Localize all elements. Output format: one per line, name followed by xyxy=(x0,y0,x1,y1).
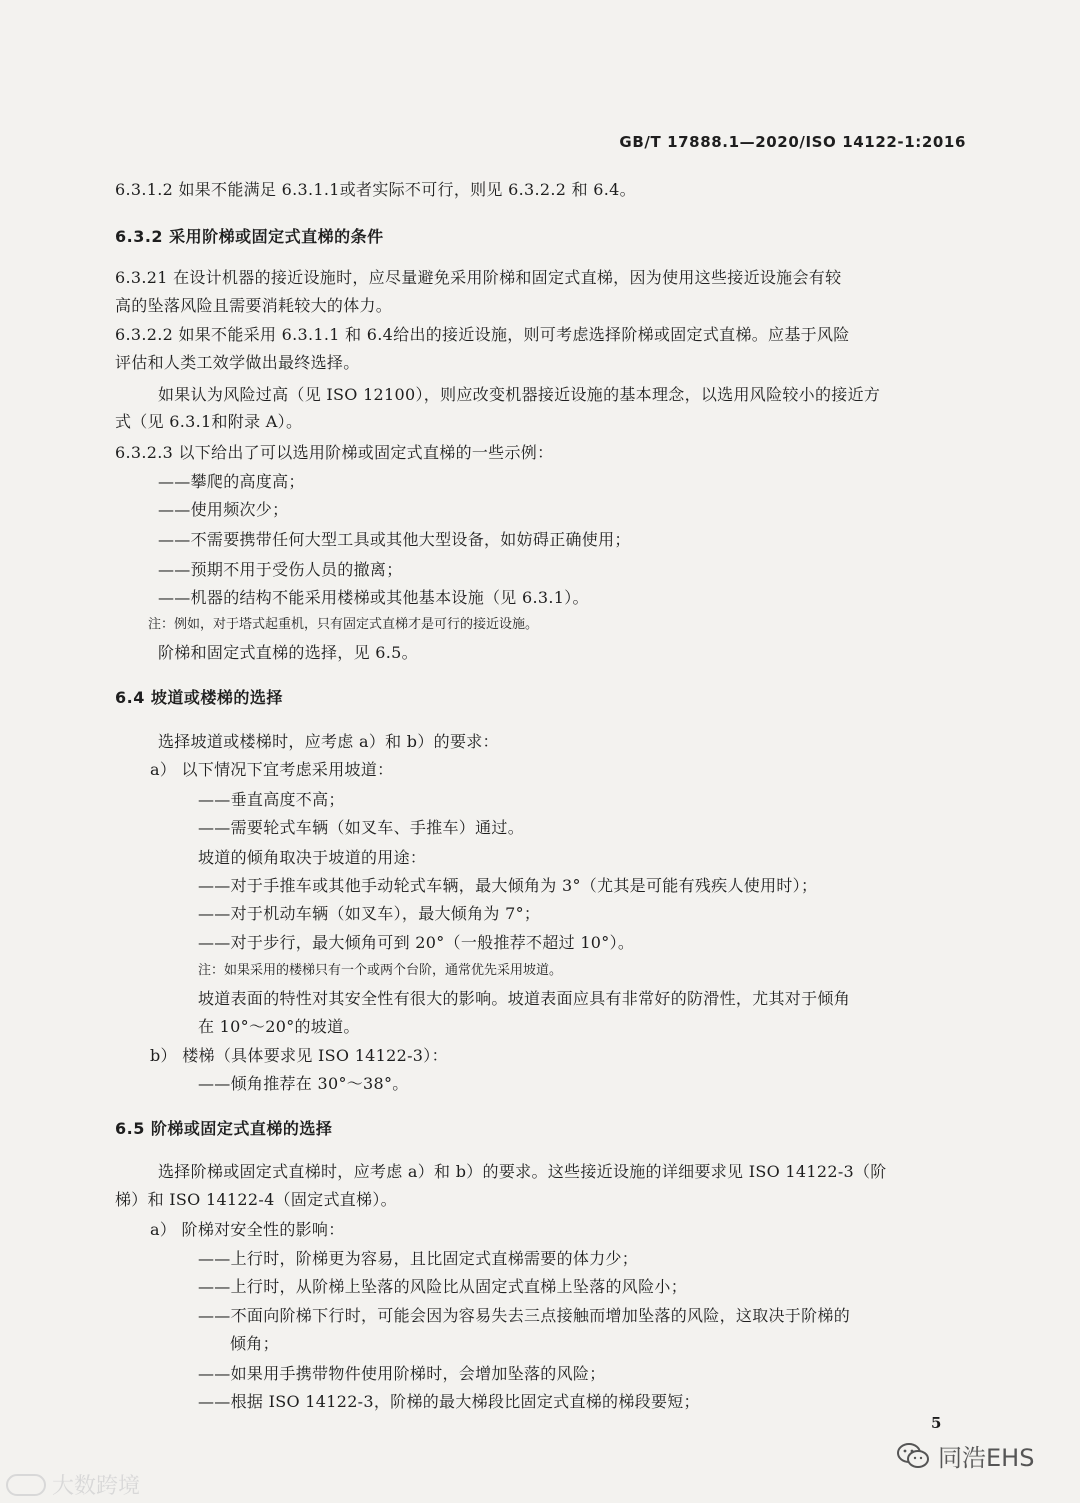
text-line: 选择坡道或楼梯时，应考虑 a）和 b）的要求： xyxy=(158,732,499,751)
watermark-left xyxy=(6,1469,140,1500)
note-line: 注：例如，对于塔式起重机，只有固定式直梯才是可行的接近设施。 xyxy=(148,617,539,632)
text-line: 评估和人类工效学做出最终选择。 xyxy=(115,353,360,372)
text-line: 坡道的倾角取决于坡道的用途： xyxy=(198,848,427,867)
text-line: b） 楼梯（具体要求见 ISO 14122-3）： xyxy=(150,1046,448,1065)
text-line: ——对于手推车或其他手动轮式车辆，最大倾角为 3°（尤其是可能有残疾人使用时）； xyxy=(198,876,818,895)
text-line: ——如果用手携带物件使用阶梯时，会增加坠落的风险； xyxy=(198,1364,606,1383)
page-number: 5 xyxy=(931,1414,942,1432)
section-heading: 6.5 阶梯或固定式直梯的选择 xyxy=(115,1119,333,1138)
text-line: ——对于机动车辆（如叉车），最大倾角为 7°； xyxy=(198,904,541,923)
text-line: ——不需要携带任何大型工具或其他大型设备，如妨碍正确使用； xyxy=(158,530,631,549)
text-line: 高的坠落风险且需要消耗较大的体力。 xyxy=(115,296,393,315)
text-line: ——攀爬的高度高； xyxy=(158,472,305,491)
text-line: 式（见 6.3.1和附录 A）。 xyxy=(115,412,303,431)
watermark-left-text: 大数跨境 xyxy=(52,1474,141,1499)
section-heading: 6.4 坡道或楼梯的选择 xyxy=(115,688,283,707)
note-line: 注：如果采用的楼梯只有一个或两个台阶，通常优先采用坡道。 xyxy=(198,963,563,978)
text-line: ——根据 ISO 14122-3，阶梯的最大梯段比固定式直梯的梯段要短； xyxy=(198,1392,700,1411)
wechat-icon xyxy=(896,1442,930,1470)
section-heading: 6.3.2 采用阶梯或固定式直梯的条件 xyxy=(115,227,384,246)
text-line: ——不面向阶梯下行时，可能会因为容易失去三点接触而增加坠落的风险，这取决于阶梯的 xyxy=(198,1306,851,1325)
text-line: a） 以下情况下宜考虑采用坡道： xyxy=(150,760,394,779)
text-line: 6.3.1.2 如果不能满足 6.3.1.1或者实际不可行，则见 6.3.2.2 和 6.4。 xyxy=(115,180,636,199)
text-line: 6.3.2.2 如果不能采用 6.3.1.1 和 6.4给出的接近设施，则可考虑选择阶梯或固定式直梯。应基于风险 xyxy=(115,325,850,344)
text-line: ——预期不用于受伤人员的撤离； xyxy=(158,560,403,579)
watermark-logo-icon xyxy=(6,1474,46,1496)
text-line: 6.3.21 在设计机器的接近设施时，应尽量避免采用阶梯和固定式直梯，因为使用这些接近设施会有较 xyxy=(115,268,842,287)
text-line: 如果认为风险过高（见 ISO 12100），则应改变机器接近设施的基本理念，以选用风险较小的接近方 xyxy=(158,385,881,404)
text-line: ——倾角推荐在 30°～38°。 xyxy=(198,1074,409,1093)
text-line: ——对于步行，最大倾角可到 20°（一般推荐不超过 10°）。 xyxy=(198,933,635,952)
text-line: a） 阶梯对安全性的影响： xyxy=(150,1220,345,1239)
text-line: ——机器的结构不能采用楼梯或其他基本设施（见 6.3.1）。 xyxy=(158,588,589,607)
watermark-right-text: 同浩EHS xyxy=(938,1444,1035,1472)
text-line: 在 10°～20°的坡道。 xyxy=(198,1017,360,1036)
text-line: ——使用频次少； xyxy=(158,500,289,519)
text-line: ——上行时，从阶梯上坠落的风险比从固定式直梯上坠落的风险小； xyxy=(198,1277,688,1296)
text-line: 倾角； xyxy=(230,1334,279,1353)
text-line: 选择阶梯或固定式直梯时，应考虑 a）和 b）的要求。这些接近设施的详细要求见 ISO 14122-3（阶 xyxy=(158,1162,887,1181)
text-line: 阶梯和固定式直梯的选择，见 6.5。 xyxy=(158,643,418,662)
watermark-right xyxy=(896,1438,1034,1473)
text-line: 梯）和 ISO 14122-4（固定式直梯）。 xyxy=(115,1190,397,1209)
text-line: ——上行时，阶梯更为容易，且比固定式直梯需要的体力少； xyxy=(198,1249,639,1268)
standard-number: GB/T 17888.1—2020/ISO 14122-1:2016 xyxy=(619,133,966,151)
text-line: ——垂直高度不高； xyxy=(198,790,345,809)
text-line: 坡道表面的特性对其安全性有很大的影响。坡道表面应具有非常好的防滑性，尤其对于倾角 xyxy=(198,989,851,1008)
text-line: 6.3.2.3 以下给出了可以选用阶梯或固定式直梯的一些示例： xyxy=(115,443,554,462)
text-line: ——需要轮式车辆（如叉车、手推车）通过。 xyxy=(198,818,525,837)
